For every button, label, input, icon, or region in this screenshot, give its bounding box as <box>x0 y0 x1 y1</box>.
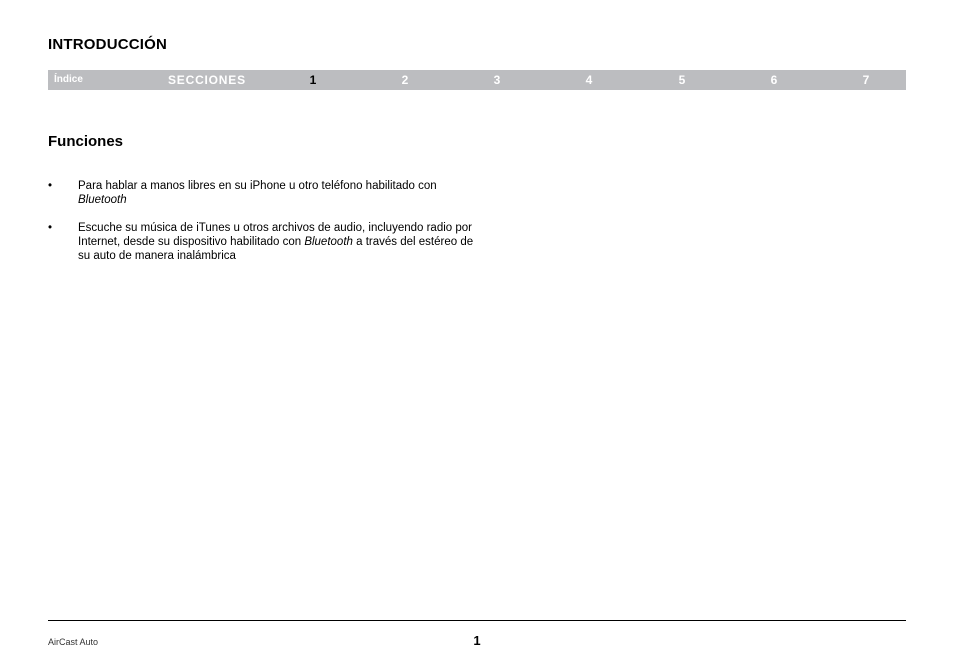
nav-section-7-link[interactable]: 7 <box>862 73 870 87</box>
feature-list <box>48 179 478 277</box>
footer-brand: AirCast Auto <box>48 637 99 647</box>
bullet-icon: • <box>48 180 53 192</box>
nav-section-2-link[interactable]: 2 <box>401 73 409 87</box>
page-number: 1 <box>473 633 481 648</box>
nav-section-1-link[interactable]: 1 <box>309 73 317 87</box>
bullet-italic-text: Bluetooth <box>304 236 353 248</box>
bullet-italic-text: Bluetooth <box>78 194 127 206</box>
section-nav-bar <box>48 70 906 90</box>
bullet-icon: • <box>48 222 53 234</box>
nav-index-link[interactable]: Índice <box>54 74 83 85</box>
list-item <box>48 179 478 207</box>
section-title: Funciones <box>48 133 124 150</box>
bullet-text-tail: a través del estéreo de su auto de manera inalámbrica <box>78 236 474 262</box>
nav-section-3-link[interactable]: 3 <box>493 73 501 87</box>
nav-sections-label: SECCIONES <box>168 73 246 87</box>
bullet-text: Escuche su música de iTunes u otros archivos de audio, incluyendo radio por Internet, desde su dispositivo habilitado con <box>78 222 472 248</box>
list-item <box>48 221 478 263</box>
nav-section-5-link[interactable]: 5 <box>678 73 686 87</box>
footer-divider <box>48 620 906 621</box>
page-title: INTRODUCCIÓN <box>48 36 168 53</box>
nav-section-6-link[interactable]: 6 <box>770 73 778 87</box>
nav-section-4-link[interactable]: 4 <box>585 73 593 87</box>
bullet-text: Para hablar a manos libres en su iPhone u otro teléfono habilitado con <box>78 180 437 192</box>
